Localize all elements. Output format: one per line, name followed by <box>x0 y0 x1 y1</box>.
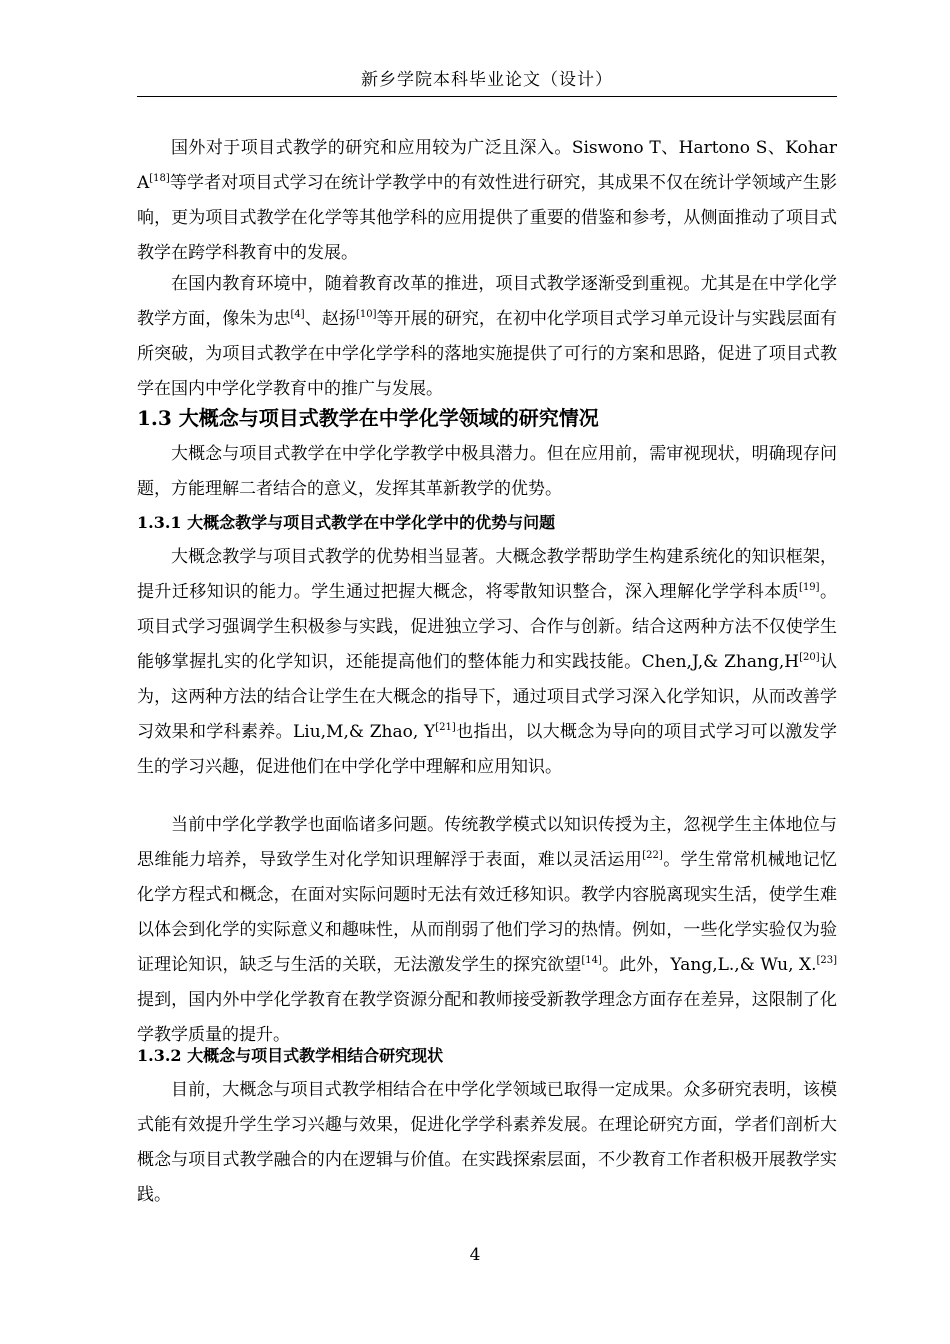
paragraph-problems <box>137 808 837 1053</box>
paragraph-text: 认为，这两种方法的结合让学生在大概念的指导下，通过项目式学习深入化学知识，从而改善学习效果和学科素养。Liu,M,& Zhao, Y <box>137 652 837 742</box>
page-number: 4 <box>469 1245 481 1265</box>
paragraph-text: 大概念与项目式教学在中学化学教学中极具潜力。但在应用前，需审视现状，明确现存问题，方能理解二者结合的意义，发挥其革新教学的优势。 <box>137 444 837 499</box>
paragraph-text: 等开展的研究，在初中化学项目式学习单元设计与实践层面有所突破，为项目式教学在中学化学学科的落地实施提供了可行的方案和思路，促进了项目式教学在国内中学化学教育中的推广与发展。 <box>137 309 838 399</box>
citation: [19] <box>799 582 820 593</box>
citation: [14] <box>581 955 602 966</box>
citation: [20] <box>799 652 820 663</box>
header-divider <box>137 96 837 97</box>
paragraph-text: 。项目式学习强调学生积极参与实践，促进独立学习、合作与创新。结合这两种方法不仅使学生能够掌握扎实的化学知识，还能提高他们的整体能力和实践技能。Chen,J,& Zhang,H <box>137 582 838 672</box>
citation: [18] <box>149 173 170 184</box>
paragraph-text: 大概念教学与项目式教学的优势相当显著。大概念教学帮助学生构建系统化的知识框架，提升迁移知识的能力。学生通过把握大概念，将零散知识整合，深入理解化学学科本质 <box>137 547 837 602</box>
paragraph-text: 。此外，Yang,L.,& Wu, X. <box>601 955 817 975</box>
paragraph-text: 。学生常常机械地记忆化学方程式和概念，在面对实际问题时无法有效迁移知识。教学内容脱离现实生活，使学生难以体会到化学的实际意义和趣味性，从而削弱了他们学习的热情。例如，一些化学实验仅为验证理论知识，缺乏与生活的关联，无法激发学生的探究欲望 <box>137 850 838 975</box>
paragraph-domestic-research <box>137 267 837 407</box>
paragraph-text: 等学者对项目式学习在统计学教学中的有效性进行研究，其成果不仅在统计学领域产生影响，更为项目式教学在化学等其他学科的应用提供了重要的借鉴和参考，从侧面推动了项目式教学在跨学科教育中的发展。 <box>137 173 837 263</box>
subsection-heading-1-3-2: 1.3.2 大概念与项目式教学相结合研究现状 <box>137 1046 444 1065</box>
section-heading-1-3: 1.3 大概念与项目式教学在中学化学领域的研究情况 <box>137 406 599 430</box>
paragraph-foreign-research <box>137 131 837 271</box>
paragraph-advantages <box>137 540 837 785</box>
paragraph-intro-1-3 <box>137 437 837 507</box>
citation: [21] <box>435 722 456 733</box>
paragraph-text: 国外对于项目式教学的研究和应用较为广泛且深入。Siswono T、Hartono S、Kohar A <box>137 138 837 193</box>
citation: [10] <box>355 309 377 320</box>
header-title: 新乡学院本科毕业论文（设计） <box>361 70 613 90</box>
subsection-heading-1-3-1: 1.3.1 大概念教学与项目式教学在中学化学中的优势与问题 <box>137 513 556 532</box>
paragraph-text: 在国内教育环境中，随着教育改革的推进，项目式教学逐渐受到重视。尤其是在中学化学教学方面，像朱为忠 <box>137 274 837 329</box>
citation: [22] <box>642 850 663 861</box>
paragraph-text: 、赵扬 <box>304 309 356 329</box>
paragraph-text: 目前，大概念与项目式教学相结合在中学化学领域已取得一定成果。众多研究表明，该模式能有效提升学生学习兴趣与效果，促进化学学科素养发展。在理论研究方面，学者们剖析大概念与项目式教学融合的内在逻辑与价值。在实践探索层面，不少教育工作者积极开展教学实践。 <box>137 1080 837 1205</box>
paragraph-text: 也指出，以大概念为导向的项目式学习可以激发学生的学习兴趣，促进他们在中学化学中理解和应用知识。 <box>137 722 837 777</box>
page-header <box>137 68 837 96</box>
citation: [23] <box>816 955 838 966</box>
paragraph-current-status <box>137 1073 837 1213</box>
paragraph-text: 当前中学化学教学也面临诸多问题。传统教学模式以知识传授为主，忽视学生主体地位与思维能力培养，导致学生对化学知识理解浮于表面，难以灵活运用 <box>137 815 837 870</box>
paragraph-text: 提到，国内外中学化学教育在教学资源分配和教师接受新教学理念方面存在差异，这限制了化学教学质量的提升。 <box>137 990 837 1045</box>
citation: [4] <box>290 309 305 320</box>
